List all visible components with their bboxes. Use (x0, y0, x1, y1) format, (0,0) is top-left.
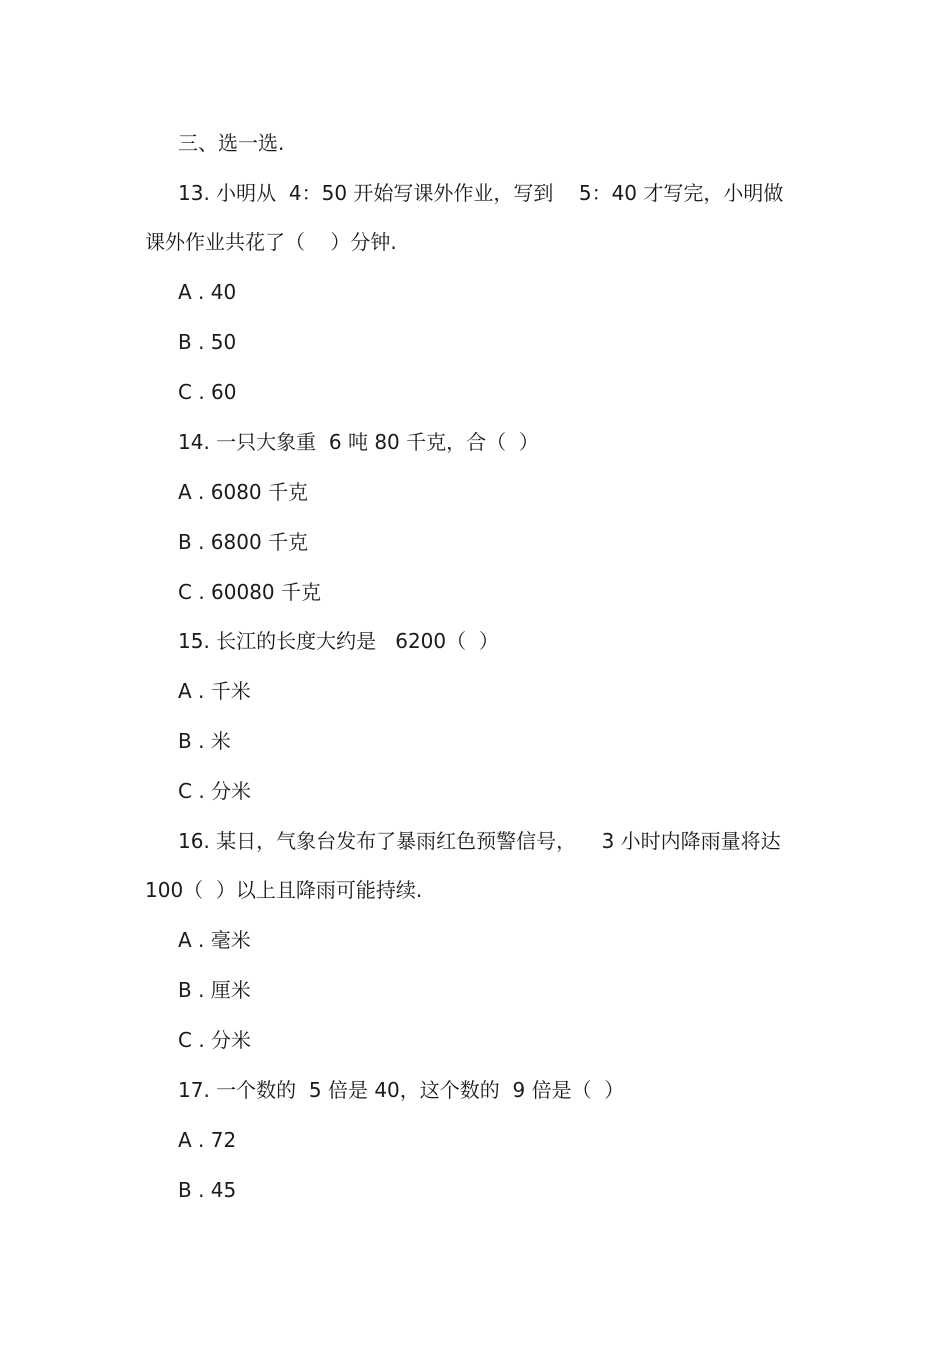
question-13-option-a: A . 40 (178, 280, 237, 304)
question-15-option-a: A . 千米 (178, 679, 251, 703)
question-15-option-b: B . 米 (178, 729, 231, 753)
question-13-option-c: C . 60 (178, 380, 237, 404)
question-16-text-continued: 100（ ）以上且降雨可能持续. (145, 878, 423, 902)
question-16-option-a: A . 毫米 (178, 928, 251, 952)
question-14-option-a: A . 6080 千克 (178, 480, 309, 504)
question-14-text: 14. 一只大象重 6 吨 80 千克，合（ ） (178, 430, 539, 454)
question-17-option-a: A . 72 (178, 1128, 237, 1152)
section-heading: 三、选一选. (178, 131, 285, 155)
question-15-text: 15. 长江的长度大约是 6200（ ） (178, 629, 499, 653)
question-13-option-b: B . 50 (178, 330, 237, 354)
question-17-option-b: B . 45 (178, 1178, 237, 1202)
question-16-option-c: C . 分米 (178, 1028, 252, 1052)
question-13-text-continued: 课外作业共花了（ ）分钟. (145, 230, 397, 254)
question-17-text: 17. 一个数的 5 倍是 40，这个数的 9 倍是（ ） (178, 1078, 625, 1102)
question-14-option-c: C . 60080 千克 (178, 580, 322, 604)
question-13-text: 13. 小明从 4：50 开始写课外作业，写到 5：40 才写完，小明做 (178, 181, 784, 205)
question-16-text: 16. 某日，气象台发布了暴雨红色预警信号， 3 小时内降雨量将达 (178, 829, 781, 853)
question-14-option-b: B . 6800 千克 (178, 530, 309, 554)
question-16-option-b: B . 厘米 (178, 978, 251, 1002)
question-15-option-c: C . 分米 (178, 779, 252, 803)
